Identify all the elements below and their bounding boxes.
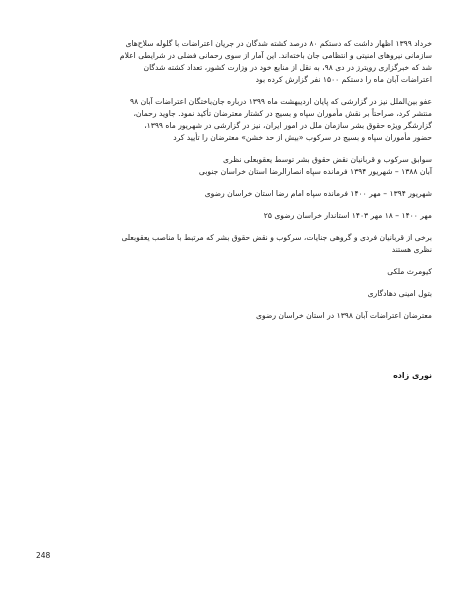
text-line: کیومرث ملکی <box>387 267 432 276</box>
text-line: معترضان اعتراضات آبان ۱۳۹۸ در استان خراسان رضوی <box>256 311 432 320</box>
text-line: اعتراضات آبان ماه را دستکم ۱۵۰۰ نفر گزارش کرده بود <box>255 75 432 84</box>
text-line: منتشر کرد، صراحتاً بر نقش مأموران سپاه و بسیج در کشتار معترضان تأکید نمود. جاوید رحمان، <box>133 109 432 118</box>
paragraph <box>36 210 432 222</box>
paragraph <box>36 288 432 300</box>
text-line: بتول امینی دهادگاری <box>367 289 432 298</box>
author-name: نوری زاده <box>393 371 432 380</box>
paragraph <box>36 96 432 144</box>
text-line: عفو بین‌الملل نیز در گزارشی که پایان اردیبهشت ماه ۱۳۹۹ درباره جان‌باختگان اعتراضات آبان ۹۸ <box>129 97 432 106</box>
paragraph <box>36 266 432 278</box>
text-line: مهر ۱۴۰۰ – ۱۸ مهر ۱۴۰۳ استاندار خراسان رضوی ۲۵ <box>263 211 432 220</box>
text-line: آبان ۱۳۸۸ – شهریور ۱۳۹۴ فرمانده سپاه انصارالرضا استان خراسان جنوبی <box>198 167 432 176</box>
text-line: شهریور ۱۳۹۴ – مهر ۱۴۰۰ فرمانده سپاه امام رضا استان خراسان رضوی <box>204 189 432 198</box>
paragraph <box>36 154 432 178</box>
text-line: برخی از قربانیان فردی و گروهی جنایات، سرکوب و نقض حقوق بشر که مرتبط با مناصب یعقوبعلی <box>121 233 432 242</box>
document-body <box>36 38 432 392</box>
text-line: خرداد ۱۳۹۹ اظهار داشت که دستکم ۸۰ درصد کشته شدگان در جریان اعتراضات با گلوله سلاح‌های <box>125 39 432 48</box>
text-line: سازمانی نیروهای امنیتی و انتظامی جان باخته‌اند. این آمار از سوی رحمانی فضلی در شرایطی اعلام <box>119 51 432 60</box>
text-line: نظری هستند <box>391 245 432 254</box>
text-line: حضور مأموران سپاه و بسیج در سرکوب «بیش از حد خشن» معترضان را تأیید کرد <box>173 133 432 142</box>
text-line: سوابق سرکوب و قربانیان نقض حقوق بشر توسط یعقوبعلی نظری <box>223 155 432 164</box>
paragraph <box>36 38 432 86</box>
text-line: گزارشگر ویژه حقوق بشر سازمان ملل در امور ایران، نیز در گزارشی در شهریور ماه ۱۳۹۹، <box>144 121 432 130</box>
page-number: 248 <box>36 551 51 560</box>
text-line: شد که خبرگزاری رویترز در دی ۹۸، به نقل از منابع خود در وزارت کشور، تعداد کشته شدگان <box>143 63 432 72</box>
paragraph <box>36 188 432 200</box>
spacer <box>36 332 432 370</box>
paragraph <box>36 232 432 256</box>
paragraph <box>36 310 432 322</box>
